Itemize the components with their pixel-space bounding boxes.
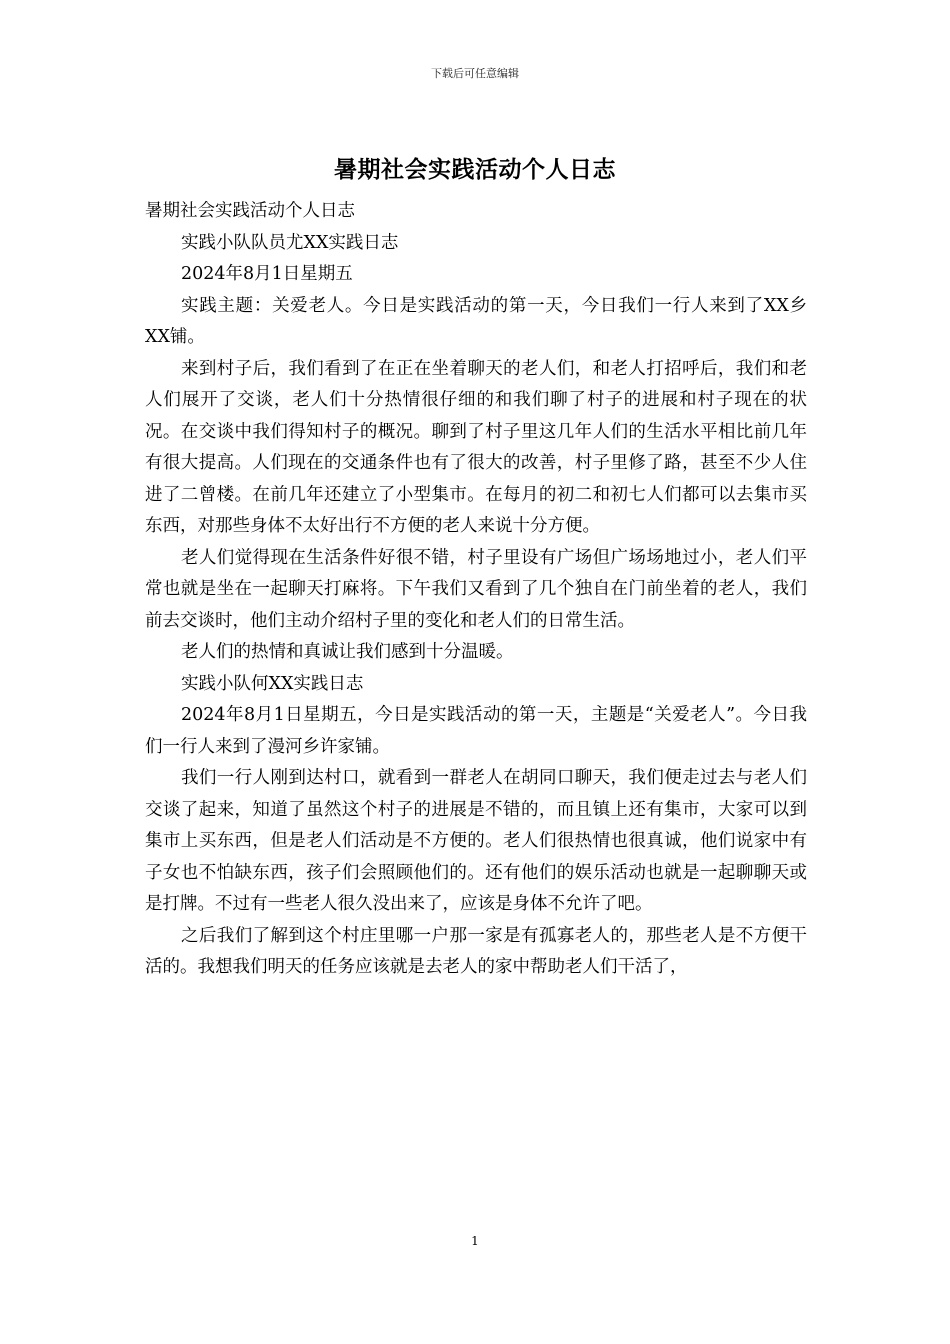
log-date: 2024年8月1日星期五 xyxy=(181,264,353,284)
log-author-heading: 实践小队何XX实践日志 xyxy=(181,673,364,694)
log-author-heading: 实践小队队员尤XX实践日志 xyxy=(181,232,399,253)
body-paragraph: 之后我们了解到这个村庄里哪一户那一家是有孤寡老人的，那些老人是不方便干活的。我想我们明天的任务应该就是去老人的家中帮助老人们干活了， xyxy=(145,925,807,977)
body-subtitle: 暑期社会实践活动个人日志 xyxy=(145,201,355,221)
body-paragraph: 实践主题：关爱老人。今日是实践活动的第一天，今日我们一行人来到了XX乡XX铺。 xyxy=(145,295,807,347)
body-paragraph: 我们一行人刚到达村口，就看到一群老人在胡同口聊天，我们便走过去与老人们交谈了起来，知道了虽然这个村子的进展是不错的，而且镇上还有集市，大家可以到集市上买东西，但是老人们活动是不方便的。老人们很热情也很真诚，他们说家中有子女也不怕缺东西，孩子们会照顾他们的。还有他们的娱乐活动也就是一起聊聊天或是打牌。不过有一些老人很久没出来了，应该是身体不允许了吧。 xyxy=(145,768,807,914)
page-header-note: 下载后可任意编辑 xyxy=(431,67,519,80)
body-paragraph: 来到村子后，我们看到了在正在坐着聊天的老人们，和老人打招呼后，我们和老人们展开了交谈，老人们十分热情很仔细的和我们聊了村子的进展和村子现在的状况。在交谈中我们得知村子的概况。聊到了村子里这几年人们的生活水平相比前几年有很大提高。人们现在的交通条件也有了很大的改善，村子里修了路，甚至不少人住进了二曾楼。在前几年还建立了小型集市。在每月的初二和初七人们都可以去集市买东西，对那些身体不太好出行不方便的老人来说十分方便。 xyxy=(145,358,807,536)
body-paragraph: 2024年8月1日星期五，今日是实践活动的第一天，主题是“关爱老人”。今日我们一行人来到了漫河乡许家铺。 xyxy=(145,705,807,757)
body-paragraph: 老人们的热情和真诚让我们感到十分温暖。 xyxy=(181,642,514,662)
document-title: 暑期社会实践活动个人日志 xyxy=(334,157,616,183)
body-paragraph: 老人们觉得现在生活条件好很不错，村子里设有广场但广场场地过小，老人们平常也就是坐在一起聊天打麻将。下午我们又看到了几个独自在门前坐着的老人，我们前去交谈时，他们主动介绍村子里的变化和老人们的日常生活。 xyxy=(145,547,807,631)
page-number: 1 xyxy=(471,1234,479,1248)
document-body xyxy=(145,196,807,984)
